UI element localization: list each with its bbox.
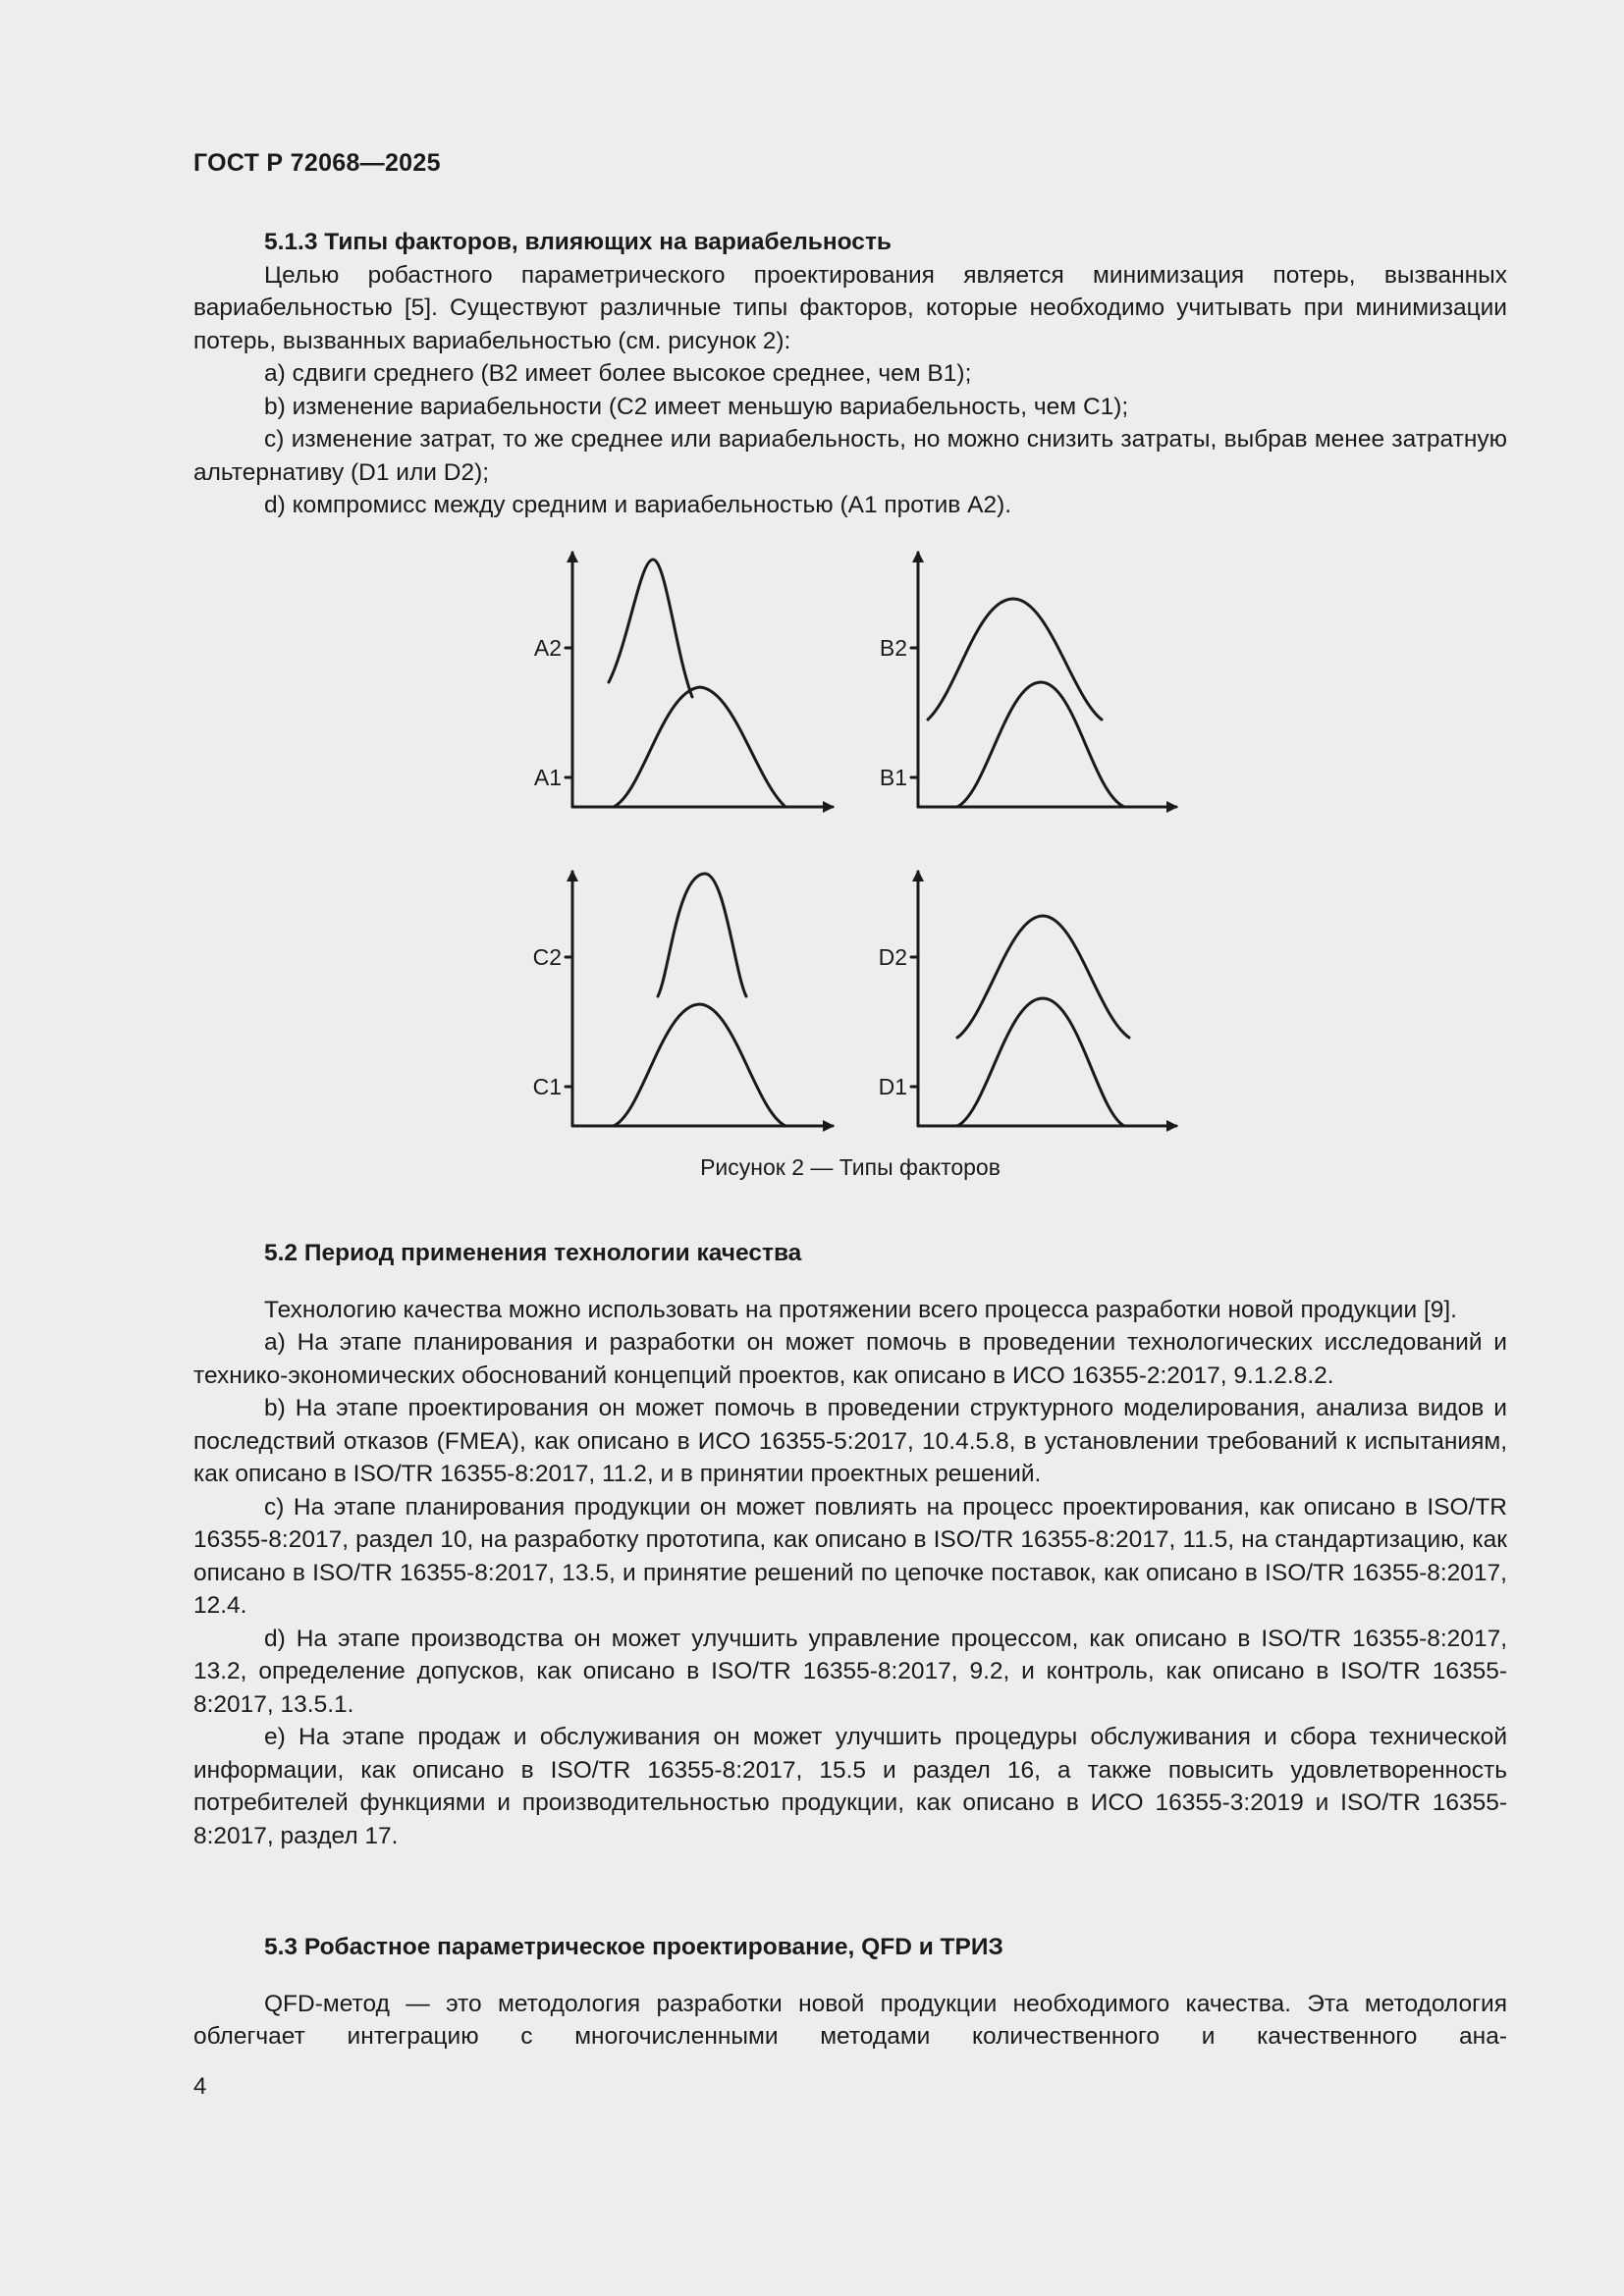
section-5-1-3 [193,226,1507,522]
label-d1: D1 [878,1074,907,1099]
label-b2: B2 [879,635,907,661]
section-5-2 [193,1237,1507,1852]
section-heading: 5.2 Период применения технологии качества [264,1240,802,1266]
label-c1: C1 [532,1074,562,1099]
label-b1: B1 [879,765,907,790]
panel-c [566,872,833,1126]
list-item: d) компромисс между средним и вариабельностью (А1 против А2). [264,492,1012,518]
label-d2: D2 [878,944,907,970]
list-item: c) На этапе планирования продукции он может повлиять на процесс проектирования, как описано в ISO/TR 16355-8:2017, раздел 10, на разработку прототипа, как описано в ISO/TR 16355-8:2017, 11.5, на стандартизацию, как описано в ISO/TR 16355-8:2017, 13.5, и принятие решений по цепочке поставок, как описано в ISO/TR 16355-8:2017, 12.4. [193,1493,1507,1619]
figure-caption: Рисунок 2 — Типы факторов [700,1154,1001,1180]
list-item: c) изменение затрат, то же среднее или вариабельность, но можно снизить затраты, выбрав менее затратную альтернативу (D1 или D2); [193,426,1507,486]
label-a2: A2 [533,635,562,661]
paragraph: Целью робастного параметрического проектирования является минимизация потерь, вызванных вариабельностью [5]. Существуют различные типы факторов, которые необходимо учитывать при минимизации потерь, вызванных вариабельностью (см. рисунок 2): [193,261,1507,354]
label-c2: C2 [532,944,562,970]
list-item: e) На этапе продаж и обслуживания он может улучшить процедуры обслуживания и сбора технической информации, как описано в ISO/TR 16355-8:2017, 15.5 и раздел 16, а также повысить удовлетворенность потребителей функциями и производительностью продукции, как описано в ИСО 16355-3:2019 и ISO/TR 16355-8:2017, раздел 17. [193,1724,1507,1849]
list-item: b) изменение вариабельности (С2 имеет меньшую вариабельность, чем С1); [264,393,1129,420]
label-a1: A1 [533,765,562,790]
section-5-3 [193,1931,1507,2054]
list-item: a) сдвиги среднего (В2 имеет более высокое среднее, чем В1); [264,360,972,387]
section-heading: 5.3 Робастное параметрическое проектирование, QFD и ТРИЗ [264,1934,1003,1960]
page-number: 4 [193,2073,207,2100]
paragraph: Технологию качества можно использовать на протяжении всего процесса разработки новой продукции [9]. [264,1296,1457,1323]
section-heading: 5.1.3 Типы факторов, влияющих на вариабельность [264,229,892,255]
paragraph: QFD-метод — это методология разработки новой продукции необходимого качества. Эта методология облегчает интеграцию с многочисленными методами количественного и качественного ана- [193,1990,1507,2050]
panel-d [911,872,1176,1126]
factor-types-diagram [511,535,1198,1193]
document-id: ГОСТ Р 72068—2025 [193,149,441,177]
list-item: b) На этапе проектирования он может помочь в проведении структурного моделирования, анализа видов и последствий отказов (FMEA), как описано в ИСО 16355-5:2017, 10.4.5.8, в установлении требований к испытаниям, как описано в ISO/TR 16355-8:2017, 11.2, и в принятии проектных решений. [193,1395,1507,1487]
figure-2 [511,535,1198,1193]
panel-a [566,553,833,807]
panel-b [911,553,1176,807]
list-item: a) На этапе планирования и разработки он может помочь в проведении технологических исследований и технико-экономических обоснований концепций проектов, как описано в ИСО 16355-2:2017, 9.1.2.8.2. [193,1329,1507,1389]
list-item: d) На этапе производства он может улучшить управление процессом, как описано в ISO/TR 16355-8:2017, 13.2, определение допусков, как описано в ISO/TR 16355-8:2017, 9.2, и контроль, как описано в ISO/TR 16355-8:2017, 13.5.1. [193,1625,1507,1718]
